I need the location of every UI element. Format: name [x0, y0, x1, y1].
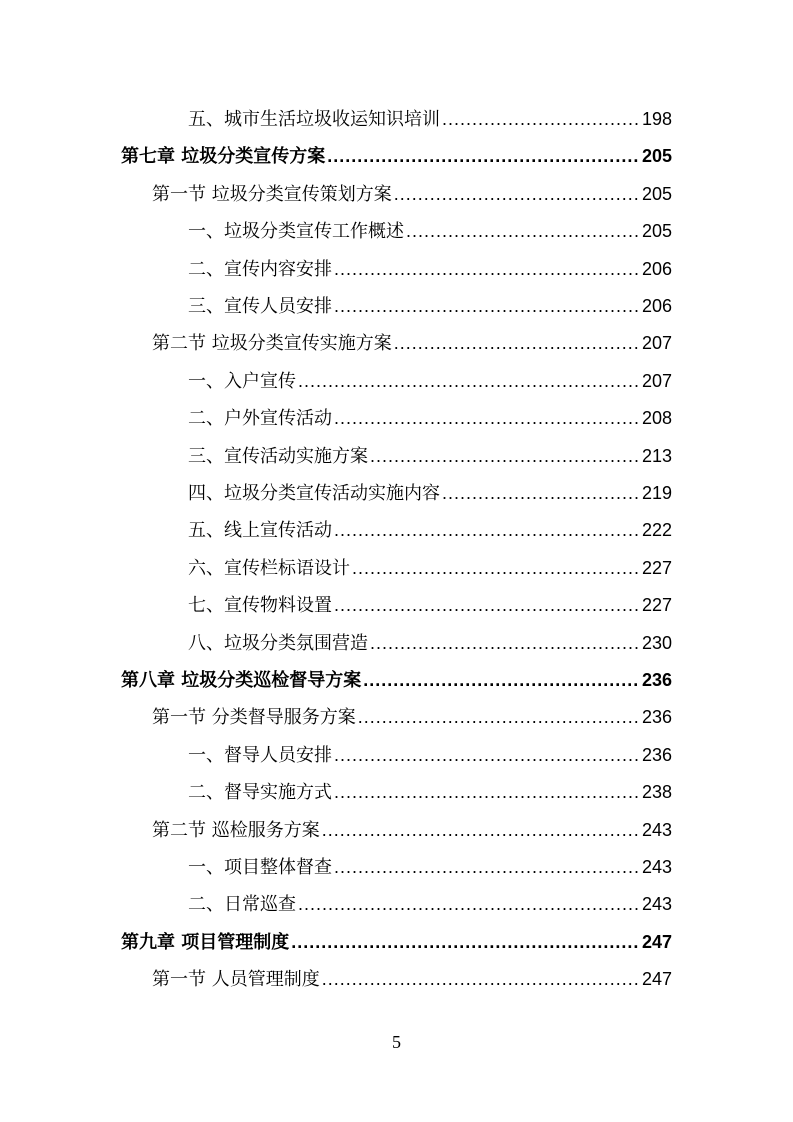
- dot-leader: [334, 512, 640, 549]
- toc-entry[interactable]: [188, 774, 672, 811]
- toc-entry[interactable]: [188, 886, 672, 923]
- toc-entry-title: 第二节 垃圾分类宣传实施方案: [152, 333, 392, 355]
- dot-leader: [370, 438, 640, 475]
- toc-entry[interactable]: [188, 587, 672, 624]
- dot-leader: [370, 625, 640, 662]
- dot-leader: [406, 213, 640, 250]
- toc-entry[interactable]: [188, 251, 672, 288]
- toc-entry[interactable]: [188, 101, 672, 138]
- dot-leader: [327, 138, 640, 175]
- toc-entry-title: 三、宣传活动实施方案: [188, 445, 368, 467]
- toc-entry-title: 第一节 垃圾分类宣传策划方案: [152, 183, 392, 205]
- dot-leader: [322, 812, 640, 849]
- toc-entry-title: 二、日常巡查: [188, 894, 296, 916]
- toc-entry-title: 六、宣传栏标语设计: [188, 557, 350, 579]
- toc-entry-page: 230: [641, 632, 672, 653]
- toc-entry-title: 第九章 项目管理制度: [121, 931, 290, 953]
- dot-leader: [334, 400, 640, 437]
- toc-entry-page: 219: [641, 483, 672, 503]
- dot-leader: [352, 550, 640, 587]
- dot-leader: [334, 774, 640, 811]
- toc-entry-page: 198: [641, 109, 672, 129]
- toc-entry[interactable]: [188, 475, 672, 512]
- dot-leader: [334, 587, 640, 624]
- toc-entry-page: 207: [641, 370, 672, 391]
- toc-entry-page: 222: [641, 520, 672, 541]
- toc-entry-title: 七、宣传物料设置: [188, 595, 332, 617]
- dot-leader: [442, 475, 640, 512]
- page-number: 5: [392, 1032, 401, 1052]
- dot-leader: [334, 288, 640, 325]
- toc-entry-section[interactable]: [152, 961, 672, 998]
- toc-entry-title: 五、城市生活垃圾收运知识培训: [188, 109, 440, 130]
- toc-entry-title: 二、宣传内容安排: [188, 258, 332, 280]
- toc-entry-title: 二、督导实施方式: [188, 782, 332, 804]
- toc-entry-page: 243: [641, 894, 672, 915]
- toc-entry-title: 三、宣传人员安排: [188, 296, 332, 317]
- dot-leader: [298, 886, 640, 923]
- toc-entry-title: 一、项目整体督查: [188, 857, 332, 878]
- toc-entry-page: 236: [641, 744, 672, 765]
- dot-leader: [334, 251, 640, 288]
- toc-entry[interactable]: [188, 288, 672, 325]
- dot-leader: [334, 737, 640, 774]
- dot-leader: [358, 699, 640, 736]
- toc-entry-title: 一、垃圾分类宣传工作概述: [188, 221, 404, 243]
- toc-entry-section[interactable]: [152, 325, 672, 362]
- dot-leader: [291, 924, 640, 961]
- dot-leader: [322, 961, 640, 998]
- toc-entry[interactable]: [188, 438, 672, 475]
- toc-entry-title: 一、督导人员安排: [188, 744, 332, 766]
- dot-leader: [298, 363, 640, 400]
- toc-entry-page: 238: [641, 782, 672, 803]
- toc-entry[interactable]: [188, 550, 672, 587]
- toc-entry-title: 第二节 巡检服务方案: [152, 819, 320, 841]
- toc-entry-page: 208: [641, 408, 672, 429]
- toc-entry-page: 213: [641, 445, 672, 466]
- toc-entry[interactable]: [188, 363, 672, 400]
- toc-entry-title: 八、垃圾分类氛围营造: [188, 632, 368, 654]
- toc-entry-page: 206: [641, 258, 672, 279]
- dot-leader: [442, 101, 640, 138]
- toc-entry-page: 205: [641, 183, 672, 204]
- dot-leader: [394, 325, 640, 362]
- toc-entry[interactable]: [188, 625, 672, 662]
- toc-entry-page: 205: [641, 146, 672, 167]
- toc-entry-title: 第七章 垃圾分类宣传方案: [121, 146, 326, 168]
- toc-entry-title: 五、线上宣传活动: [188, 520, 332, 542]
- toc-entry-title: 二、户外宣传活动: [188, 408, 332, 430]
- toc-entry-title: 四、垃圾分类宣传活动实施内容: [188, 483, 440, 504]
- toc-entry[interactable]: [188, 737, 672, 774]
- toc-entry-page: 207: [641, 333, 672, 354]
- toc-entry-title: 第一节 分类督导服务方案: [152, 707, 356, 729]
- dot-leader: [394, 176, 640, 213]
- toc-entry[interactable]: [188, 213, 672, 250]
- toc-entry-title: 第一节 人员管理制度: [152, 969, 320, 991]
- toc-entry-chapter[interactable]: [121, 138, 672, 175]
- dot-leader: [363, 662, 640, 699]
- toc-entry-page: 205: [641, 221, 672, 242]
- toc-entry-page: 227: [641, 595, 672, 616]
- toc-entry-chapter[interactable]: [121, 924, 672, 961]
- toc-entry-chapter[interactable]: [121, 662, 672, 699]
- toc-entry-page: 236: [641, 670, 672, 690]
- toc-entry-section[interactable]: [152, 176, 672, 213]
- toc-entry[interactable]: [188, 400, 672, 437]
- toc-entry-page: 247: [641, 931, 672, 952]
- toc-entry[interactable]: [188, 512, 672, 549]
- toc-entry-page: 227: [641, 557, 672, 578]
- toc-entry-title: 一、入户宣传: [188, 370, 296, 392]
- dot-leader: [334, 849, 640, 886]
- toc-entry-page: 206: [641, 296, 672, 316]
- toc-entry-page: 247: [641, 969, 672, 990]
- toc-entry-section[interactable]: [152, 812, 672, 849]
- toc-entry-page: 243: [641, 857, 672, 877]
- toc-entry-title: 第八章 垃圾分类巡检督导方案: [121, 670, 362, 691]
- toc-entry-page: 243: [641, 819, 672, 840]
- toc-entry-section[interactable]: [152, 699, 672, 736]
- toc-entry[interactable]: [188, 849, 672, 886]
- toc-entry-page: 236: [641, 707, 672, 728]
